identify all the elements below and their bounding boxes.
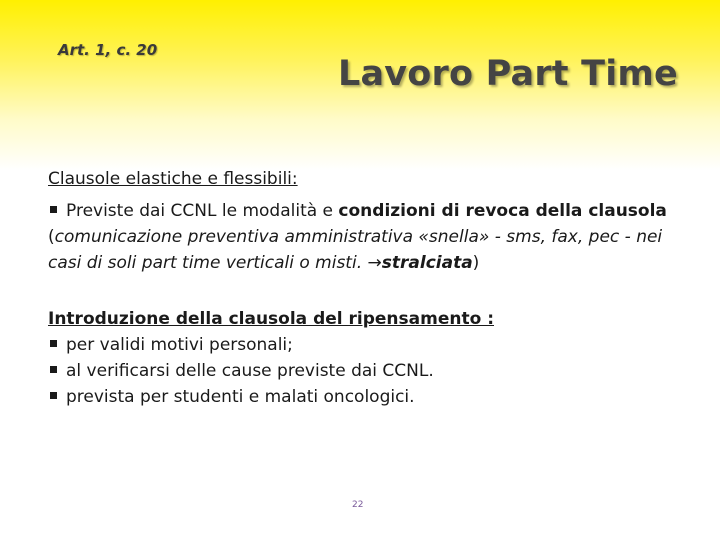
page-number: 22 — [352, 500, 364, 510]
section-heading-clausole: Clausole elastiche e flessibili: — [48, 169, 298, 189]
square-bullet-icon — [50, 392, 57, 399]
slide-content — [48, 166, 688, 410]
square-bullet-icon — [50, 340, 57, 347]
square-bullet-icon — [50, 206, 57, 213]
page-title: Lavoro Part Time — [337, 54, 678, 94]
paren-close: ) — [472, 253, 480, 273]
text-stralciata: stralciata — [381, 253, 473, 273]
list-item — [48, 384, 688, 410]
section-heading-ripensamento: Introduzione della clausola del ripensamento : — [48, 309, 494, 329]
text-previste: Previste dai CCNL le modalità e — [66, 201, 339, 221]
article-reference: Art. 1, c. 20 — [58, 41, 158, 59]
square-bullet-icon — [50, 366, 57, 373]
text-condizioni-revoca: condizioni di revoca della clausola — [338, 201, 667, 221]
bullet-text: al verificarsi delle cause previste dai CCNL. — [66, 361, 434, 381]
list-item — [48, 358, 688, 384]
bullet-text: prevista per studenti e malati oncologici. — [66, 387, 415, 407]
paragraph-clausole — [48, 198, 688, 276]
bullet-text: per validi motivi personali; — [66, 335, 293, 355]
list-item — [48, 332, 688, 358]
paren-open: ( — [48, 227, 55, 247]
text-comunicazione: comunicazione preventiva amministrativa «snella» - sms, fax, pec - nei casi di soli part time verticali o misti. — [48, 227, 663, 273]
arrow-right-icon: → — [367, 253, 382, 273]
